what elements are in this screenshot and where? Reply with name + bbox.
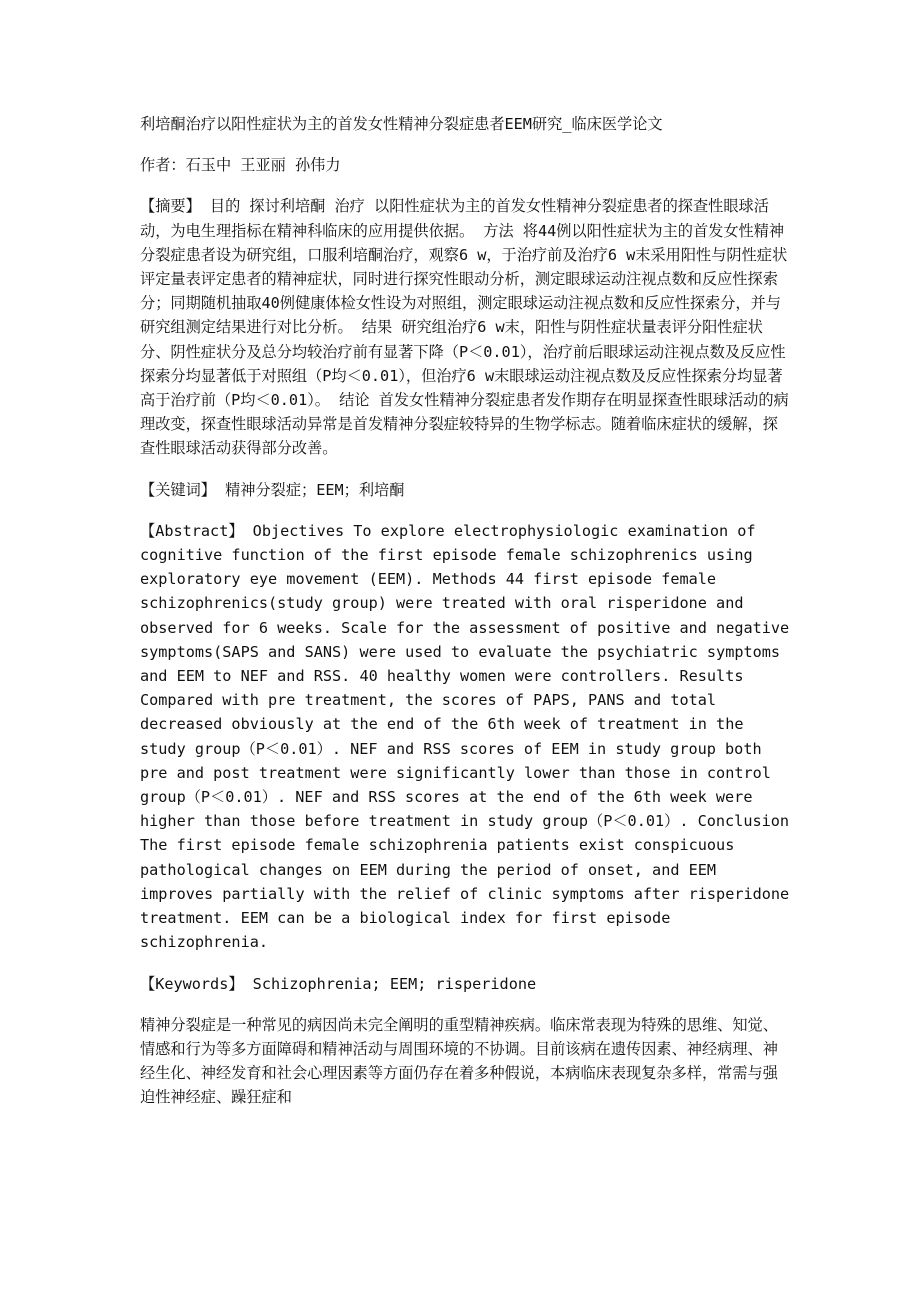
authors-names: 石玉中 王亚丽 孙伟力 <box>185 156 341 175</box>
chinese-keywords-label: 【关键词】 <box>140 480 216 499</box>
english-keywords-label: 【Keywords】 <box>140 974 244 993</box>
author-line <box>140 153 790 177</box>
chinese-keywords-text: 精神分裂症；EEM；利培酮 <box>215 480 405 499</box>
body-paragraph: 精神分裂症是一种常见的病因尚未完全阐明的重型精神疾病。临床常表现为特殊的思维、知觉、情感和行为等多方面障碍和精神活动与周围环境的不协调。目前该病在遗传因素、神经病理、神经生化、神经发育和社会心理因素等方面仍存在着多种假说，本病临床表现复杂多样，常需与强迫性神经症、躁狂症和 <box>140 1015 778 1107</box>
chinese-keywords <box>140 478 790 502</box>
english-keywords <box>140 972 790 996</box>
document-page <box>140 112 790 1110</box>
chinese-abstract-text: 目的 探讨利培酮 治疗 以阳性症状为主的首发女性精神分裂症患者的探查性眼球活动，为电生理指标在精神科临床的应用提供依据。 方法 将44例以阳性症状为主的首发女性精神分裂症患者设为研究组，口服利培酮治疗，观察6 w，于治疗前及治疗6 w末采用阳性与阴性症状评定量表评定患者的精神症状，同时进行探究性眼动分析，测定眼球运动注视点数和反应性探索分；同期随机抽取40例健康体检女性设为对照组，测定眼球运动注视点数和反应性探索分，并与研究组测定结果进行对比分析。 结果 研究组治疗6 w末，阳性与阴性症状量表评分阳性症状分、阴性症状分及总分均较治疗前有显著下降（P＜0.01），治疗前后眼球运动注视点数及反应性探索分均显著低于对照组（P均＜0.01），但治疗6 w末眼球运动注视点数及反应性探索分均显著高于治疗前（P均＜0.01）。 结论 首发女性精神分裂症患者发作期存在明显探查性眼球活动的病理改变，探查性眼球活动异常是首发精神分裂症较特异的生物学标志。随着临床症状的缓解，探查性眼球活动获得部分改善。 <box>140 197 789 458</box>
english-abstract-label: 【Abstract】 <box>140 521 244 540</box>
english-keywords-text: Schizophrenia; EEM; risperidone <box>243 974 537 993</box>
english-abstract-text: Objectives To explore electrophysiologic examination of cognitive function of the first episode female schizophrenics using exploratory eye movement (EEM). Methods 44 first episode female schizophrenics(study group) were treated with oral risperidone and observed for 6 weeks. Scale for the assessment of positive and negative symptoms(SAPS and SANS) were used to evaluate the psychiatric symptoms and EEM to NEF and RSS. 40 healthy women were controllers. Results Compared with pre treatment, the scores of PAPS, PANS and total decreased obviously at the end of the 6th week of treatment in the study group（P＜0.01）. NEF and RSS scores of EEM in study group both pre and post treatment were significantly lower than those in control group（P＜0.01）. NEF and RSS scores at the end of the 6th week were higher than those before treatment in study group（P＜0.01）. Conclusion The first episode female schizophrenia patients exist conspicuous pathological changes on EEM during the period of onset, and EEM improves partially with the relief of clinic symptoms after risperidone treatment. EEM can be a biological index for first episode schizophrenia. <box>140 521 790 952</box>
english-abstract <box>140 519 790 955</box>
chinese-abstract <box>140 194 790 460</box>
authors-label: 作者： <box>140 156 186 175</box>
paper-title: 利培酮治疗以阳性症状为主的首发女性精神分裂症患者EEM研究_临床医学论文 <box>140 115 663 133</box>
chinese-abstract-label: 【摘要】 <box>140 197 201 216</box>
